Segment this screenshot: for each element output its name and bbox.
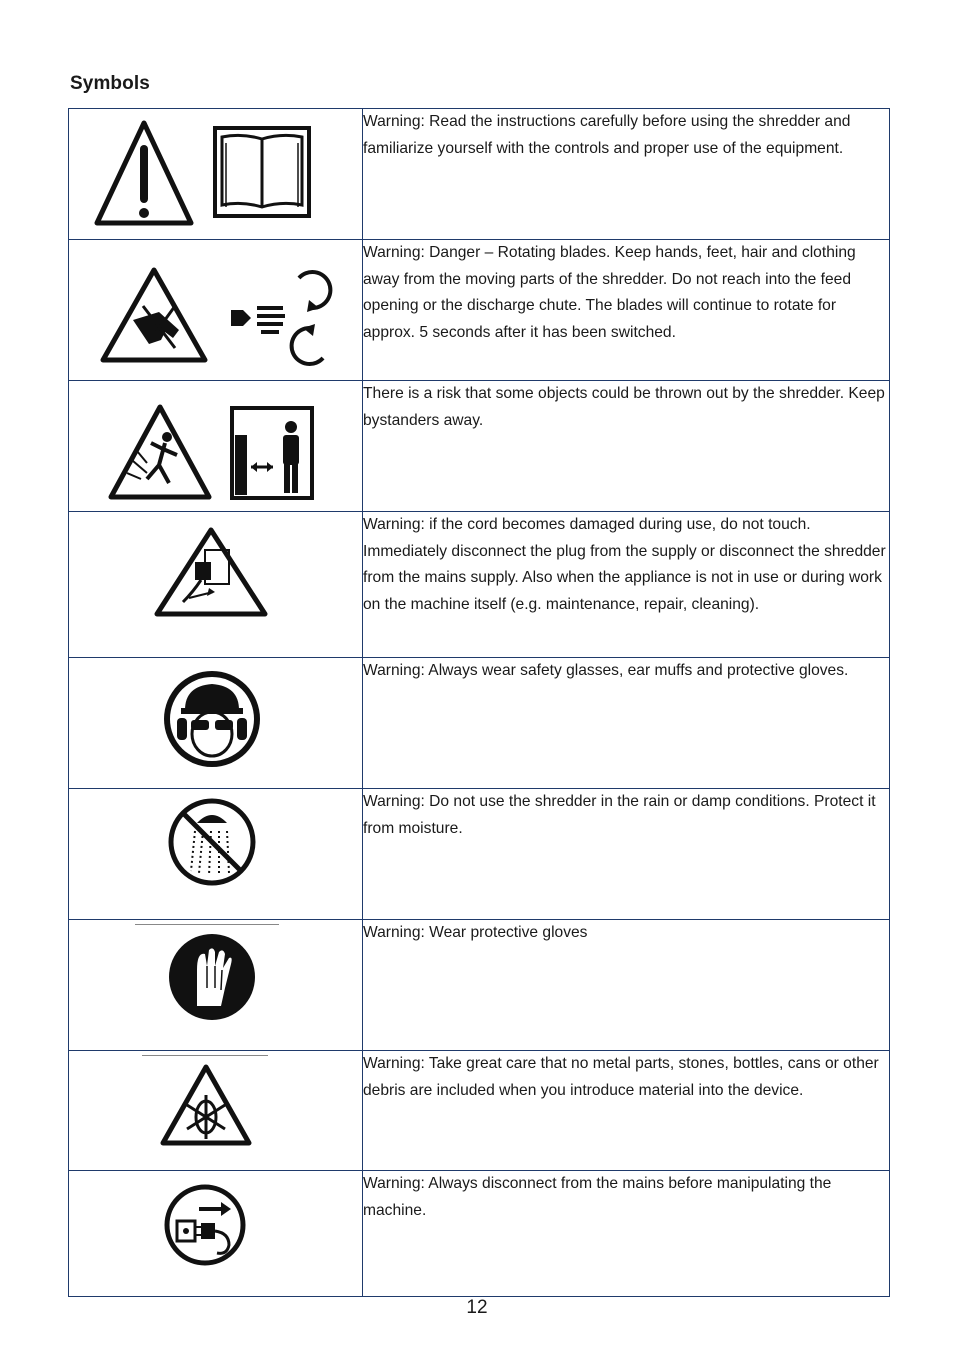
description-cell: Warning: Read the instructions carefully before using the shredder and familiarize yourself with the controls and proper use of the equipment. [363, 109, 890, 240]
icon-cell [69, 381, 363, 512]
description-cell: Warning: Wear protective gloves [363, 920, 890, 1051]
warning-triangle-icon [93, 119, 195, 229]
table-row [69, 240, 890, 381]
gloves-icon [167, 932, 257, 1022]
icon-cell [69, 240, 363, 381]
table-row [69, 789, 890, 920]
symbols-table [68, 108, 890, 1297]
table-row [69, 381, 890, 512]
description-cell: Warning: Do not use the shredder in the rain or damp conditions. Protect it from moisture. [363, 789, 890, 920]
safety-gear-icon [161, 668, 263, 770]
description-cell: Warning: Take great care that no metal parts, stones, bottles, cans or other debris are included when you introduce material into the device. [363, 1051, 890, 1171]
table-row [69, 512, 890, 658]
description-cell: Warning: Always wear safety glasses, ear muffs and protective gloves. [363, 658, 890, 789]
divider-line [135, 924, 279, 925]
table-row [69, 1051, 890, 1171]
description-cell: Warning: Danger – Rotating blades. Keep hands, feet, hair and clothing away from the moving parts of the shredder. Do not reach into the feed opening or the discharge chute. The blades will continue to rotate for approx. 5 seconds after it has been switched. [363, 240, 890, 381]
table-row [69, 658, 890, 789]
description-cell: Warning: if the cord becomes damaged during use, do not touch. Immediately disconnect the plug from the supply or disconnect the shredder from the mains supply. Also when the appliance is not in use or during work on the machine itself (e.g. maintenance, repair, cleaning). [363, 512, 890, 658]
table-row [69, 1171, 890, 1297]
page-number: 12 [466, 1297, 488, 1318]
section-heading: Symbols [70, 73, 150, 94]
damaged-cord-warning-icon [153, 526, 269, 618]
unplug-icon [163, 1183, 247, 1267]
divider-line [142, 1055, 268, 1056]
hand-blade-warning-icon [99, 266, 209, 364]
description-cell: Warning: Always disconnect from the mains before manipulating the machine. [363, 1171, 890, 1297]
icon-cell [69, 1051, 363, 1171]
description-cell: There is a risk that some objects could be thrown out by the shredder. Keep bystanders away. [363, 381, 890, 512]
icon-cell [69, 109, 363, 240]
icon-cell [69, 1171, 363, 1297]
table-row [69, 109, 890, 240]
manual-book-icon [212, 125, 312, 221]
icon-cell [69, 920, 363, 1051]
debris-warning-icon [159, 1063, 253, 1147]
keep-bystanders-away-icon [229, 405, 315, 501]
icon-cell [69, 789, 363, 920]
icon-cell [69, 658, 363, 789]
icon-cell [69, 512, 363, 658]
no-rain-icon [167, 797, 257, 887]
rotating-blades-icon [227, 262, 337, 374]
thrown-objects-warning-icon [107, 403, 213, 501]
table-row [69, 920, 890, 1051]
